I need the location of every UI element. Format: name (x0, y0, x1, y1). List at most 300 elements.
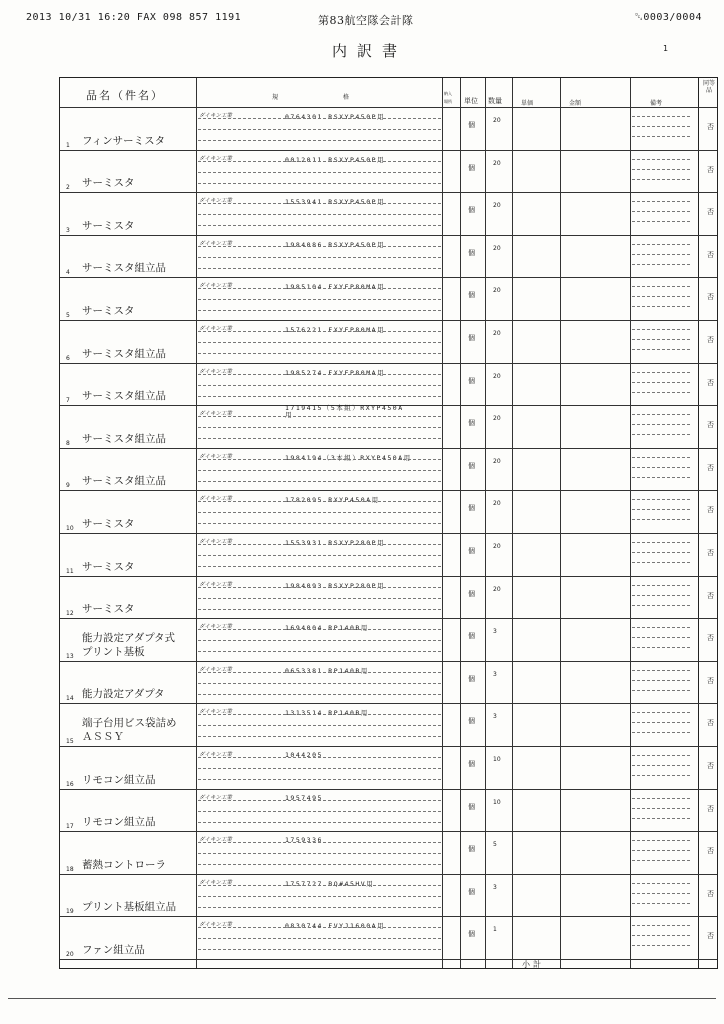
equivalent-cell: 否 (707, 847, 714, 856)
note-guide (632, 945, 690, 946)
dotted-guide (198, 246, 441, 247)
bottom-rule (8, 998, 716, 999)
dotted-guide (198, 374, 441, 375)
dotted-guide (198, 640, 441, 641)
item-name-line-2: ＡＳＳＹ (82, 730, 124, 743)
dotted-guide (198, 811, 441, 812)
item-name-line: サーミスタ組立品 (82, 475, 166, 488)
note-guide (632, 893, 690, 894)
note-guide (632, 605, 690, 606)
dotted-guide (198, 842, 441, 843)
document-title: 内訳書 (332, 42, 408, 60)
spec-text (285, 112, 385, 121)
spec-line: 1757727 BQ#45HV用 (285, 879, 375, 888)
maker-name: ダイキン工業 (199, 794, 232, 801)
maker-name: ダイキン工業 (199, 240, 232, 247)
table-row (60, 916, 717, 960)
qty-cell: 20 (493, 543, 501, 550)
note-guide (632, 680, 690, 681)
item-name (82, 134, 165, 148)
dotted-guide (198, 757, 441, 758)
subtotal-label: 小計 (522, 960, 544, 969)
spec-line: 1985104 FXYFP80MA用 (285, 283, 386, 292)
spec-line: 1576221 FXYFP80MA用 (285, 326, 386, 334)
table-row (60, 150, 717, 194)
qty-cell: 20 (493, 159, 501, 167)
row-number: 18 (66, 865, 74, 873)
row-number: 1 (66, 141, 70, 149)
maker-name: ダイキン工業 (199, 922, 232, 929)
col-header-equivalent: 同等品 (703, 80, 716, 94)
note-guide (632, 732, 690, 733)
table-row (60, 746, 717, 790)
note-guide (632, 712, 690, 713)
item-name (82, 900, 176, 914)
row-number: 6 (66, 354, 70, 362)
note-guide (632, 808, 690, 809)
dotted-guide (198, 598, 441, 599)
note-guide (632, 647, 690, 648)
row-number: 4 (66, 269, 70, 277)
note-guide (632, 585, 690, 586)
note-guide (632, 201, 690, 202)
maker-name: ダイキン工業 (199, 411, 232, 418)
unit-cell: 個 (468, 760, 475, 768)
dotted-guide (198, 385, 441, 386)
dotted-guide (198, 864, 441, 865)
qty-cell: 20 (493, 287, 501, 295)
col-header-unit: 単位 (464, 97, 478, 105)
dotted-guide (198, 140, 441, 141)
row-number: 8 (66, 439, 70, 447)
dotted-guide (198, 203, 441, 204)
dotted-guide (198, 566, 441, 567)
row-number: 3 (66, 226, 70, 234)
note-guide (632, 637, 690, 638)
maker-name: ダイキン工業 (199, 666, 232, 673)
maker-name: ダイキン工業 (199, 752, 232, 758)
note-guide (632, 382, 690, 383)
spec-line: 1985274 FXYFP80MA用 (285, 368, 386, 377)
table-row (60, 405, 717, 449)
row-number: 10 (66, 524, 74, 532)
note-guide (632, 159, 690, 160)
note-guide (632, 221, 690, 222)
equivalent-cell: 否 (707, 421, 714, 430)
item-name-line: サーミスタ組立品 (82, 347, 166, 360)
item-name-line: リモコン組立品 (82, 816, 156, 829)
note-guide (632, 457, 690, 458)
item-name-line: サーミスタ (82, 603, 135, 616)
note-guide (632, 254, 690, 255)
dotted-guide (198, 299, 441, 300)
item-name (82, 219, 135, 233)
note-guide (632, 116, 690, 117)
qty-cell: 20 (493, 457, 501, 465)
maker-name: ダイキン工業 (199, 283, 232, 290)
row-number: 19 (66, 908, 74, 916)
unit-cell: 個 (468, 930, 475, 939)
row-number: 14 (66, 695, 74, 703)
item-name-line: サーミスタ (82, 177, 135, 190)
item-name (82, 858, 166, 872)
row-number: 7 (66, 397, 70, 405)
row-number: 16 (66, 780, 74, 788)
spec-text (285, 623, 369, 632)
spec-text (285, 240, 385, 249)
spec-line: 1957495 (285, 793, 323, 802)
table-row (60, 320, 717, 364)
note-guide (632, 925, 690, 926)
dotted-guide (198, 544, 441, 545)
dotted-guide (198, 512, 441, 513)
row-number: 11 (66, 567, 74, 575)
spec-text (285, 155, 385, 164)
item-name-line: サーミスタ (82, 517, 135, 530)
dotted-guide (198, 779, 441, 780)
row-number: 5 (66, 311, 70, 319)
spec-text (285, 282, 385, 291)
spec-line: 0012011 RSXYP450P用 (285, 155, 386, 164)
dotted-guide (198, 629, 441, 630)
dotted-guide (198, 725, 441, 726)
note-guide (632, 935, 690, 936)
dotted-guide (198, 768, 441, 769)
item-name-line: サーミスタ組立品 (82, 390, 166, 403)
col-header-delivery: 納入場所 (444, 91, 452, 104)
note-guide (632, 306, 690, 307)
qty-cell: 20 (493, 372, 501, 380)
spec-text (285, 921, 385, 930)
dotted-guide (198, 396, 441, 397)
qty-cell: 20 (493, 117, 501, 124)
note-guide (632, 509, 690, 510)
note-guide (632, 136, 690, 137)
dotted-guide (198, 587, 441, 588)
item-name (82, 474, 166, 488)
equivalent-cell: 否 (707, 676, 714, 685)
unit-cell: 個 (468, 334, 475, 342)
note-guide (632, 372, 690, 373)
maker-name: ダイキン工業 (199, 581, 232, 588)
note-guide (632, 349, 690, 350)
dotted-guide (198, 672, 441, 673)
equivalent-cell: 否 (707, 336, 714, 344)
unit-cell: 個 (468, 845, 475, 854)
item-name-line: プリント基板組立品 (82, 901, 177, 914)
note-guide (632, 722, 690, 723)
maker-name: ダイキン工業 (199, 155, 232, 162)
row-number: 17 (66, 823, 74, 831)
spec-text (285, 708, 369, 717)
item-name-line: 能力設定アダプタ式 (82, 631, 176, 644)
qty-cell: 1 (493, 926, 497, 934)
note-guide (632, 903, 690, 904)
spec-text (285, 197, 385, 206)
spec-text (285, 368, 385, 377)
equivalent-cell: 否 (707, 549, 714, 557)
dotted-guide (198, 896, 441, 897)
equivalent-cell: 否 (707, 719, 714, 728)
note-guide (632, 670, 690, 671)
dotted-guide (198, 949, 441, 950)
table-row (60, 277, 717, 321)
item-name-line: サーミスタ (82, 304, 135, 317)
item-name-line: ファン組立品 (82, 943, 145, 956)
item-name-line: 能力設定アダプタ (82, 688, 165, 701)
table-row (60, 703, 717, 747)
table-row (60, 533, 717, 577)
equivalent-cell: 否 (707, 378, 714, 387)
spec-line: 1044205 (285, 751, 323, 759)
equivalent-cell: 否 (707, 506, 714, 515)
note-guide (632, 860, 690, 861)
note-guide (632, 595, 690, 596)
row-number: 2 (66, 184, 70, 192)
note-guide (632, 562, 690, 563)
row-number: 20 (66, 950, 74, 958)
equivalent-cell: 否 (707, 208, 714, 217)
col-header-qty: 数量 (488, 97, 502, 105)
dotted-guide (198, 609, 441, 610)
note-guide (632, 244, 690, 245)
page-mark: 1 (663, 44, 669, 53)
note-guide (632, 883, 690, 884)
fax-header-line: 2013 10/31 16:20 FAX 098 857 1191 (26, 12, 242, 23)
unit-cell: 個 (468, 504, 475, 513)
qty-cell: 3 (493, 628, 497, 636)
spec-text (285, 581, 385, 590)
item-name (82, 176, 135, 190)
dotted-guide (198, 683, 441, 684)
equivalent-cell: 否 (707, 123, 714, 131)
spec-line: 1782095 RXYP450A用 (285, 496, 380, 505)
spec-line: 0653381 RP140B用 (285, 666, 369, 675)
item-name-line: フィンサーミスタ (82, 134, 166, 147)
maker-name: ダイキン工業 (199, 326, 232, 332)
unit-cell: 個 (468, 461, 475, 470)
col-header-spec-b: 格 (343, 94, 350, 101)
table-row (60, 661, 717, 705)
item-name-line: サーミスタ組立品 (82, 432, 166, 445)
spec-line: 1553941 RSXYP450P用 (285, 198, 386, 207)
item-name-line: サーミスタ (82, 219, 135, 232)
dotted-guide (198, 331, 441, 332)
maker-name: ダイキン工業 (199, 113, 232, 119)
qty-cell: 20 (493, 500, 501, 508)
qty-cell: 3 (493, 713, 497, 721)
dotted-guide (198, 694, 441, 695)
note-guide (632, 424, 690, 425)
qty-cell: 10 (493, 756, 501, 763)
spec-line: 1984093 RSXYP280P用 (285, 581, 386, 590)
dotted-guide (198, 129, 441, 130)
maker-name: ダイキン工業 (199, 539, 232, 545)
dotted-guide (198, 225, 441, 226)
item-name (82, 517, 135, 531)
dotted-guide (198, 118, 441, 119)
note-guide (632, 392, 690, 393)
item-name (82, 631, 175, 659)
unit-cell: 個 (468, 419, 475, 428)
table-row (60, 576, 717, 620)
equivalent-cell: 否 (707, 165, 714, 174)
dotted-guide (198, 822, 441, 823)
qty-cell: 20 (493, 415, 501, 423)
spec-line: 1553931 RSXYP280P用 (285, 539, 386, 547)
unit-cell: 個 (468, 248, 475, 257)
item-name (82, 773, 156, 787)
dotted-guide (198, 257, 441, 258)
fax-page-number: ␔0003/0004 (634, 12, 702, 23)
table-row (60, 235, 717, 279)
note-guide (632, 434, 690, 435)
equivalent-cell: 否 (707, 250, 714, 259)
spec-text (285, 453, 412, 462)
unit-cell: 個 (468, 802, 475, 811)
item-name-line: サーミスタ組立品 (82, 262, 166, 275)
table-row (60, 363, 717, 407)
maker-name: ダイキン工業 (199, 709, 232, 716)
spec-line: 1984086 RSXYP450P用 (285, 240, 386, 249)
row-number: 15 (66, 737, 74, 745)
note-guide (632, 467, 690, 468)
dotted-guide (198, 459, 441, 460)
equivalent-cell: 否 (707, 634, 714, 643)
item-name (82, 432, 166, 446)
dotted-guide (198, 268, 441, 269)
note-guide (632, 179, 690, 180)
equivalent-cell: 否 (707, 932, 714, 941)
spec-text (285, 495, 380, 504)
spec-text (285, 666, 369, 675)
table-row (60, 831, 717, 875)
item-name (82, 304, 135, 318)
dotted-guide (198, 714, 441, 715)
spec-text (285, 879, 374, 888)
equivalent-cell: 否 (707, 762, 714, 770)
qty-cell: 5 (493, 841, 497, 849)
table-row (60, 448, 717, 492)
dotted-guide (198, 651, 441, 652)
unit-cell: 個 (468, 547, 475, 555)
maker-name: ダイキン工業 (199, 368, 232, 375)
item-name (82, 347, 166, 361)
table-row (60, 490, 717, 534)
dotted-guide (198, 555, 441, 556)
spec-text (285, 325, 385, 334)
note-guide (632, 414, 690, 415)
dotted-guide (198, 353, 441, 354)
dotted-guide (198, 438, 441, 439)
maker-name: ダイキン工業 (199, 496, 232, 503)
spec-line: 1719415（5本組）RXYP450A (285, 404, 404, 413)
dotted-guide (198, 183, 441, 184)
note-guide (632, 211, 690, 212)
unit-cell: 個 (468, 674, 475, 683)
col-header-name: 品名（件名） (86, 89, 164, 102)
dotted-guide (198, 501, 441, 502)
note-guide (632, 519, 690, 520)
unit-cell: 個 (468, 887, 475, 896)
maker-name: ダイキン工業 (199, 198, 232, 205)
breakdown-table (59, 77, 718, 969)
item-name (82, 716, 177, 744)
item-name (82, 389, 166, 403)
dotted-guide (198, 523, 441, 524)
spec-line: 1984194（3本組）RXYP450A用 (285, 453, 412, 462)
dotted-guide (198, 907, 441, 908)
table-row (60, 107, 717, 151)
item-name-line: 端子台用ビス袋詰め (82, 716, 177, 729)
unit-cell: 個 (468, 376, 475, 385)
dotted-guide (198, 288, 441, 289)
dotted-guide (198, 481, 441, 482)
spec-line: 0830744 FVYJ1600A用 (285, 922, 386, 931)
qty-cell: 3 (493, 883, 497, 891)
unit-cell: 個 (468, 717, 475, 726)
table-row (60, 874, 717, 918)
col-header-note: 備考 (650, 100, 663, 107)
spec-line: 1694004 RP140B用 (285, 624, 369, 633)
spec-text (285, 538, 385, 547)
fax-header-org: 第83航空隊会計隊 (318, 14, 414, 27)
note-guide (632, 329, 690, 330)
dotted-guide (198, 800, 441, 801)
dotted-guide (198, 853, 441, 854)
equivalent-cell: 否 (707, 463, 714, 472)
dotted-guide (198, 416, 441, 417)
qty-cell: 3 (493, 670, 497, 678)
spec-line-2: 用 (285, 411, 293, 420)
item-name-line: 蓄熱コントローラ (82, 858, 166, 871)
note-guide (632, 775, 690, 776)
dotted-guide (198, 310, 441, 311)
item-name (82, 815, 156, 829)
dotted-guide (198, 885, 441, 886)
qty-cell: 20 (493, 330, 501, 337)
item-name-line: サーミスタ (82, 560, 135, 573)
note-guide (632, 850, 690, 851)
maker-name: ダイキン工業 (199, 837, 232, 844)
note-guide (632, 264, 690, 265)
note-guide (632, 296, 690, 297)
item-name (82, 560, 135, 574)
item-name (82, 261, 166, 275)
dotted-guide (198, 342, 441, 343)
note-guide (632, 765, 690, 766)
table-row (60, 789, 717, 833)
item-name-line: リモコン組立品 (82, 773, 156, 786)
note-guide (632, 818, 690, 819)
qty-cell: 20 (493, 585, 501, 593)
note-guide (632, 126, 690, 127)
unit-cell: 個 (468, 163, 475, 172)
equivalent-cell: 否 (707, 804, 714, 813)
row-number: 9 (66, 482, 70, 490)
unit-cell: 個 (468, 206, 475, 215)
equivalent-cell: 否 (707, 293, 714, 302)
note-guide (632, 499, 690, 500)
dotted-guide (198, 214, 441, 215)
note-guide (632, 542, 690, 543)
row-number: 12 (66, 610, 74, 618)
note-guide (632, 798, 690, 799)
dotted-guide (198, 161, 441, 162)
dotted-guide (198, 938, 441, 939)
unit-cell: 個 (468, 589, 475, 598)
qty-cell: 20 (493, 202, 501, 210)
